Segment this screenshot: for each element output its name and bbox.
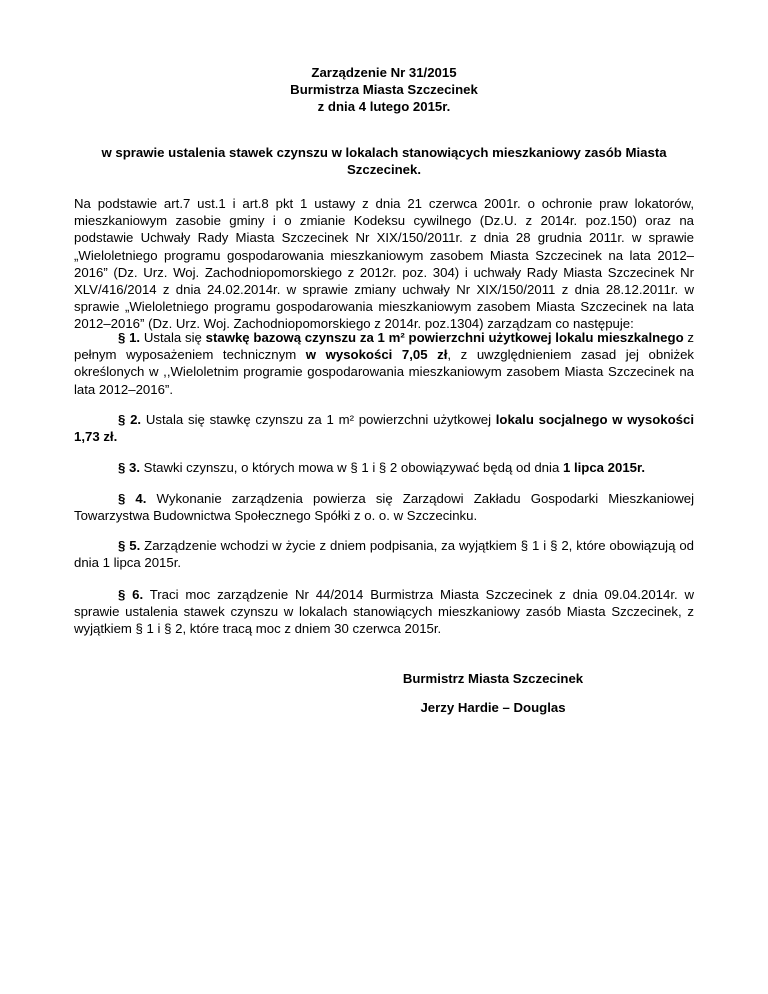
paragraph-2-number: § 2. [118,412,142,427]
paragraph-4-text-a: Wykonanie zarządzenia powierza się Zarządowi Zakładu Gospodarki Mieszkaniowej Towarzystwa Budownictwa Społecznego Spółki z o. o. w Szczecinku. [74,491,695,524]
issuer: Burmistrza Miasta Szczecinek [290,82,478,98]
subject-line-2: Szczecinek. [346,162,422,178]
paragraph-6-text-a: Traci moc zarządzenie Nr 44/2014 Burmistrza Miasta Szczecinek z dnia 09.04.2014r. w sprawie ustalenia stawek czynszu w lokalach stanowiących mieszkaniowy zasób Miasta Szczecinek, z wyjątkiem § 1 i § 2, które tracą moc z dniem 30 czerwca 2015r. [74,587,694,637]
paragraph-2-text-a: Ustala się stawkę czynszu za 1 m² powierzchni użytkowej [141,412,496,427]
paragraph-1-text-b: z pełnym wyposażeniem technicznym [74,330,694,363]
paragraph-1-number: § 1. [118,330,141,345]
paragraph-1-bold-b: w wysokości 7,05 zł [305,347,448,363]
paragraph-1-bold-a: stawkę bazową czynszu za 1 m² powierzchni użytkowej lokalu mieszkalnego [205,330,684,345]
paragraph-3-bold-a: 1 lipca 2015r. [562,460,646,475]
paragraph-2-bold-a: lokalu socjalnego w wysokości 1,73 zł. [74,412,694,445]
signature-title: Burmistrz Miasta Szczecinek [402,671,584,686]
subject-line-1: w sprawie ustalenia stawek czynszu w lokalach stanowiących mieszkaniowy zasób Miasta [101,145,667,160]
legal-basis-paragraph: Na podstawie art.7 ust.1 i art.8 pkt 1 ustawy z dnia 21 czerwca 2001r. o ochronie praw lokatorów, mieszkaniowym zasobie gminy i o zmianie Kodeksu cywilnego (Dz.U. z 2014r. poz.150) oraz na podstawie Uchwały Rady Miasta Szczecinek Nr XIX/150/2011r. z dnia 28 grudnia 2011r. w sprawie „Wieloletniego programu gospodarowania mieszkaniowym zasobem Miasta Szczecinek na lata 2012–2016” (Dz. Urz. Woj. Zachodniopomorskiego z 2012r. poz. 304) i uchwały Rady Miasta Szczecinek Nr XLV/416/2014 z dnia 24.02.2014r. w sprawie zmiany uchwały Nr XIX/150/2011 z dnia 28.12.2011r. w sprawie „Wieloletniego programu gospodarowania mieszkaniowym zasobem Miasta Szczecinek na lata 2012–2016” (Dz. Urz. Woj. Zachodniopomorskiego z 2014r. poz.1304) zarządzam co następuje: [74,196,694,332]
paragraph-6 [74,586,694,638]
paragraph-2 [74,411,694,445]
paragraph-5-text-a: Zarządzenie wchodzi w życie z dniem podpisania, za wyjątkiem § 1 i § 2, które obowiązują od dnia 1 lipca 2015r. [74,538,694,571]
order-number: Zarządzenie Nr 31/2015 [311,65,457,80]
paragraph-1-text-a: Ustala się [140,330,206,345]
order-date: z dnia 4 lutego 2015r. [317,99,451,115]
paragraph-3-number: § 3. [118,460,140,475]
document-header [0,64,768,116]
paragraph-3 [74,459,694,476]
paragraph-4-number: § 4. [118,491,147,506]
paragraph-1-text-c: , z uwzględnieniem zasad jej obniżek określonych w ,,Wieloletnim programie gospodarowania mieszkaniowym zasobem Miasta Szczecinek na lata 2012–2016”. [74,347,694,397]
paragraph-3-text-a: Stawki czynszu, o których mowa w § 1 i § 2 obowiązywać będą od dnia [140,460,563,475]
paragraph-6-number: § 6. [118,587,144,602]
paragraph-4 [74,490,694,524]
document-subject [96,144,672,178]
paragraph-5-number: § 5. [118,538,141,553]
paragraph-1 [74,329,694,398]
paragraph-5 [74,537,694,571]
signature-name: Jerzy Hardie – Douglas [420,700,566,715]
